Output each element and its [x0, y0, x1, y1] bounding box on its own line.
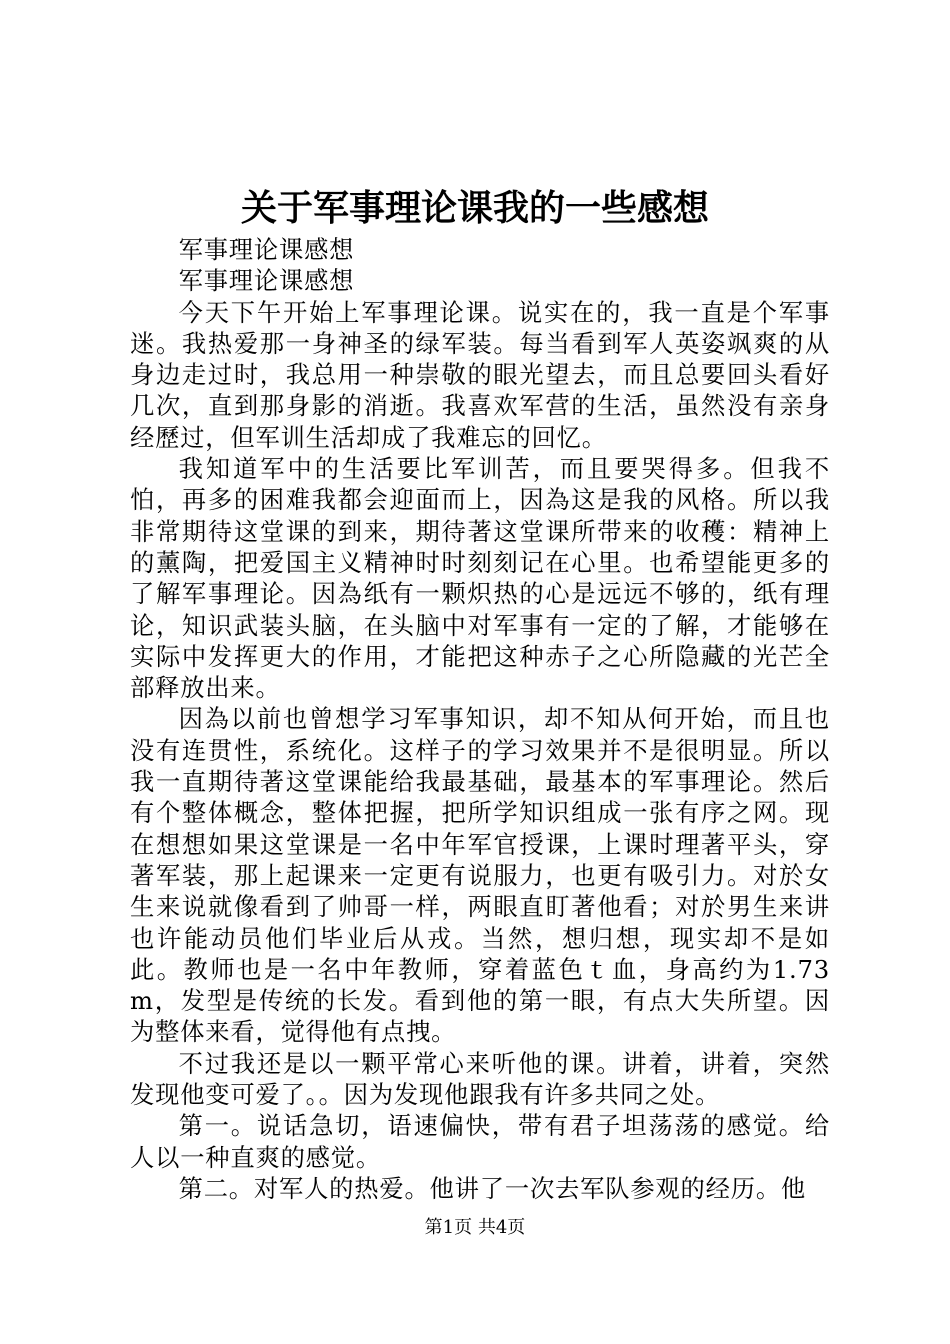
document-title: 关于军事理论课我的一些感想 — [240, 187, 709, 229]
paragraph-impression: 不过我还是以一颗平常心来听他的课。讲着，讲着，突然发现他变可爱了。。因为发现他跟我有许多共同之处。 — [130, 1048, 830, 1110]
paragraph-expectation: 我知道军中的生活要比军训苦，而且要哭得多。但我不怕，再多的困难我都会迎面而上，因為这是我的风格。所以我非常期待这堂课的到来，期待著这堂课所带来的收穫：精神上的薰陶，把爱国主义精神时时刻刻记在心里。也希望能更多的了解军事理论。因為纸有一颗炽热的心是远远不够的，纸有理论，知识武装头脑，在头脑中对军事有一定的了解，才能够在实际中发挥更大的作用，才能把这种赤子之心所隐藏的光芒全部释放出来。 — [130, 454, 830, 703]
paragraph-first-point: 第一。说话急切，语速偏快，带有君子坦荡荡的感觉。给人以一种直爽的感觉。 — [130, 1111, 830, 1172]
document-body — [130, 234, 830, 1204]
paragraph-teacher: 因為以前也曾想学习军事知识，却不知从何开始，而且也没有连贯性，系统化。这样子的学习效果并不是很明显。所以我一直期待著这堂课能给我最基础，最基本的军事理论。然后有个整体概念，整体把握，把所学知识组成一张有序之网。现在想想如果这堂课是一名中年军官授课，上课时理著平头，穿著军装，那上起课来一定更有说服力，也更有吸引力。对於女生来说就像看到了帅哥一样，两眼直盯著他看；对於男生来讲也许能动员他们毕业后从戎。当然，想归想，现实却不是如此。教师也是一名中年教师，穿着蓝色ｔ血，身高约为1.73m，发型是传统的长发。看到他的第一眼，有点大失所望。因为整体来看，觉得他有点拽。 — [130, 704, 830, 1047]
paragraph-intro: 今天下午开始上军事理论课。说实在的，我一直是个军事迷。我热爱那一身神圣的绿军装。每当看到军人英姿飒爽的从身边走过时，我总用一种崇敬的眼光望去，而且总要回头看好几次，直到那身影的消逝。我喜欢军营的生活，虽然没有亲身经歷过，但军训生活却成了我难忘的回忆。 — [130, 297, 830, 452]
paragraph-subtitle-2: 军事理论课感想 — [178, 266, 355, 296]
paragraph-second-point: 第二。对军人的热爱。他讲了一次去军队参观的经历。他 — [178, 1173, 807, 1203]
paragraph-subtitle-1: 军事理论课感想 — [178, 235, 355, 264]
page-number-footer: 第1页 共4页 — [424, 1217, 526, 1238]
